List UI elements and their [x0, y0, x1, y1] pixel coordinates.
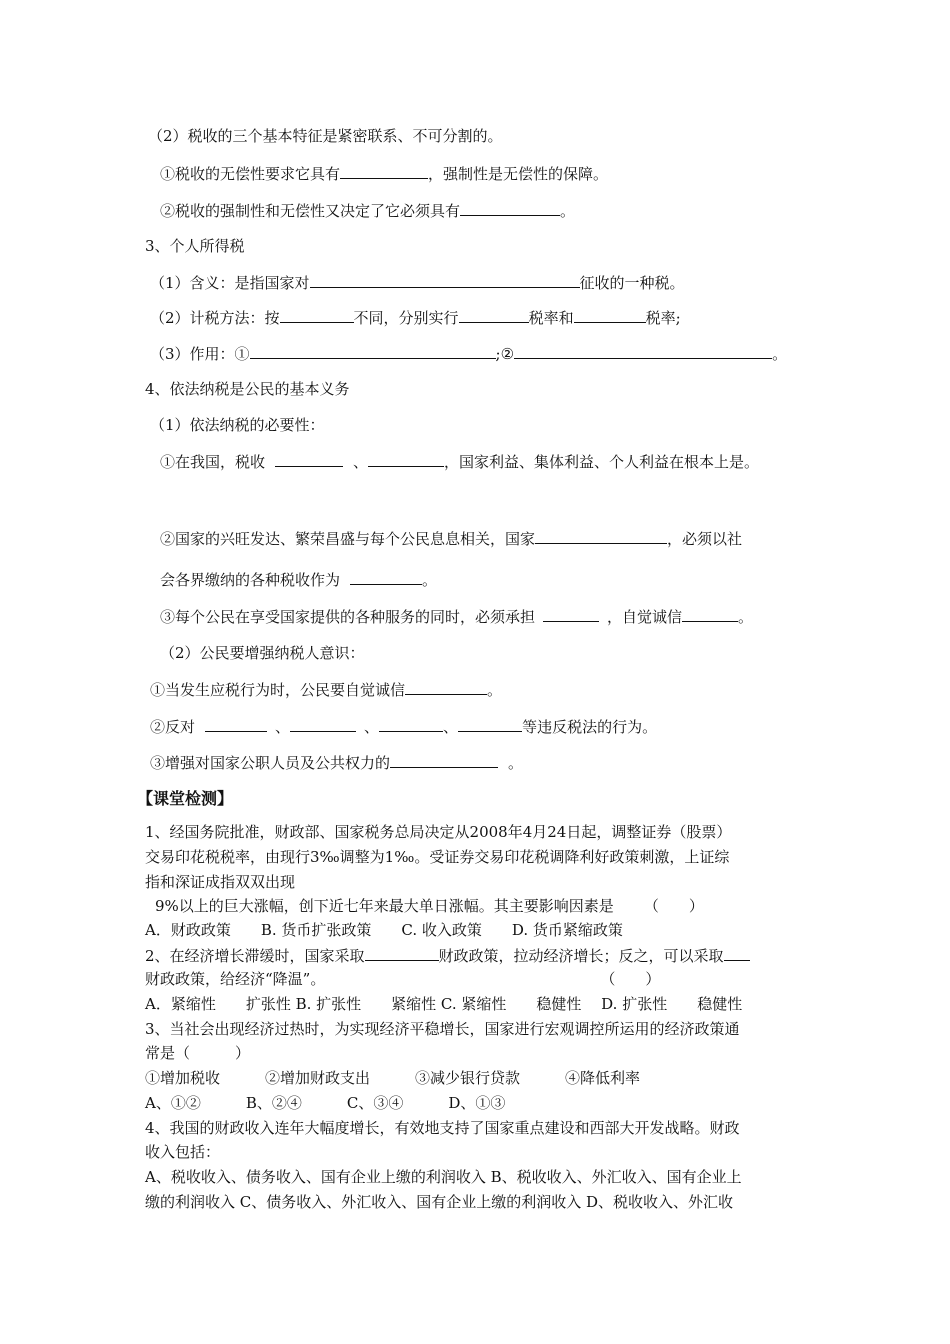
- fill-blank[interactable]: [574, 307, 646, 323]
- awareness-item-3: ③增强对国家公职人员及公共权力的 。: [150, 754, 524, 772]
- q3-line-2: 常是（ ）: [145, 1044, 251, 1062]
- necessity-item-2: ②国家的兴旺发达、繁荣昌盛与每个公民息息相关，国家 ，必须以社: [160, 530, 743, 548]
- section-4-title: 4、依法纳税是公民的基本义务: [145, 380, 350, 398]
- fill-blank[interactable]: [250, 343, 496, 359]
- fill-blank[interactable]: [724, 945, 750, 961]
- income-tax-meaning: （1）含义：是指国家对 征收的一种税。: [150, 274, 685, 292]
- necessity-heading: （1）依法纳税的必要性：: [150, 416, 325, 434]
- awareness-item-2: ②反对 、 、 、 等违反税法的行为。: [150, 718, 658, 736]
- section-3-title: 3、个人所得税: [145, 237, 245, 255]
- tax-gratuitous-line: ①税收的无偿性要求它具有 ，强制性是无偿性的保障。: [160, 165, 609, 183]
- q3-line-1: 3、当社会出现经济过热时，为实现经济平稳增长，国家进行宏观调控所运用的经济政策通: [145, 1020, 740, 1038]
- fill-blank[interactable]: [368, 451, 444, 467]
- fill-blank[interactable]: [459, 307, 529, 323]
- tax-features-line: （2）税收的三个基本特征是紧密联系、不可分割的。: [148, 127, 503, 145]
- fill-blank[interactable]: [205, 716, 267, 732]
- q2-line-1: 2、在经济增长滞缓时，国家采取 财政政策，拉动经济增长；反之，可以采取: [145, 945, 750, 966]
- q4-line-1: 4、我国的财政收入连年大幅度增长，有效地支持了国家重点建设和西部大开发战略。财政: [145, 1119, 740, 1137]
- fill-blank[interactable]: [405, 679, 487, 695]
- q1-options: A．财政政策 B. 货币扩张政策 C. 收入政策 D. 货币紧缩政策: [145, 921, 623, 939]
- fill-blank[interactable]: [340, 163, 428, 179]
- q1-line-1: 1、经国务院批准，财政部、国家税务总局决定从2008年4月24日起，调整证券（股票）: [145, 823, 732, 841]
- q1-line-2: 交易印花税税率，由现行3‰调整为1‰。受证券交易印花税调降利好政策刺激，上证综: [145, 848, 730, 866]
- fill-blank[interactable]: [460, 200, 560, 216]
- fill-blank[interactable]: [310, 272, 580, 288]
- tax-compulsory-line: ②税收的强制性和无偿性又决定了它必须具有 。: [160, 202, 576, 220]
- q1-line-3: 指和深证成指双双出现: [145, 873, 296, 891]
- q2-line-2: 财政政策，给经济“降温”。 （ ）: [145, 970, 661, 988]
- q3-options: A、①② B、②④ C、③④ D、①③: [145, 1094, 506, 1112]
- q1-line-4: 9%以上的巨大涨幅，创下近七年来最大单日涨幅。其主要影响因素是 （ ）: [155, 897, 704, 915]
- necessity-item-2-cont: 会各界缴纳的各种税收作为 。: [160, 571, 438, 589]
- awareness-heading: （2）公民要增强纳税人意识：: [160, 644, 365, 662]
- quiz-heading: 【课堂检测】: [137, 789, 234, 808]
- income-tax-method: （2）计税方法：按 不同，分别实行 税率和 税率;: [150, 309, 681, 327]
- fill-blank[interactable]: [514, 343, 772, 359]
- q4-line-4: 缴的利润收入 C、债务收入、外汇收入、国有企业上缴的利润收入 D、税收收入、外汇收: [145, 1193, 734, 1211]
- awareness-item-1: ①当发生应税行为时，公民要自觉诚信 。: [150, 681, 503, 699]
- fill-blank[interactable]: [390, 752, 498, 768]
- q4-line-3: A、税收收入、债务收入、国有企业上缴的利润收入 B、税收收入、外汇收入、国有企业上: [145, 1168, 742, 1186]
- fill-blank[interactable]: [458, 716, 522, 732]
- fill-blank[interactable]: [350, 569, 422, 585]
- q4-line-2: 收入包括：: [145, 1143, 221, 1161]
- fill-blank[interactable]: [275, 451, 343, 467]
- fill-blank[interactable]: [290, 716, 356, 732]
- income-tax-effect: （3）作用：① ;② 。: [150, 345, 788, 363]
- fill-blank[interactable]: [365, 945, 439, 961]
- fill-blank[interactable]: [280, 307, 354, 323]
- fill-blank[interactable]: [535, 528, 667, 544]
- fill-blank[interactable]: [682, 606, 738, 622]
- necessity-item-1: ①在我国，税收 、 ，国家利益、集体利益、个人利益在根本上是。: [160, 453, 760, 471]
- q3-items: ①增加税收 ②增加财政支出 ③减少银行贷款 ④降低利率: [145, 1069, 641, 1087]
- q2-options: A．紧缩性 扩张性 B. 扩张性 紧缩性 C. 紧缩性 稳健性 D. 扩张性 稳健性: [145, 995, 743, 1013]
- necessity-item-3: ③每个公民在享受国家提供的各种服务的同时，必须承担 ，自觉诚信 。: [160, 608, 754, 626]
- fill-blank[interactable]: [543, 606, 599, 622]
- fill-blank[interactable]: [379, 716, 443, 732]
